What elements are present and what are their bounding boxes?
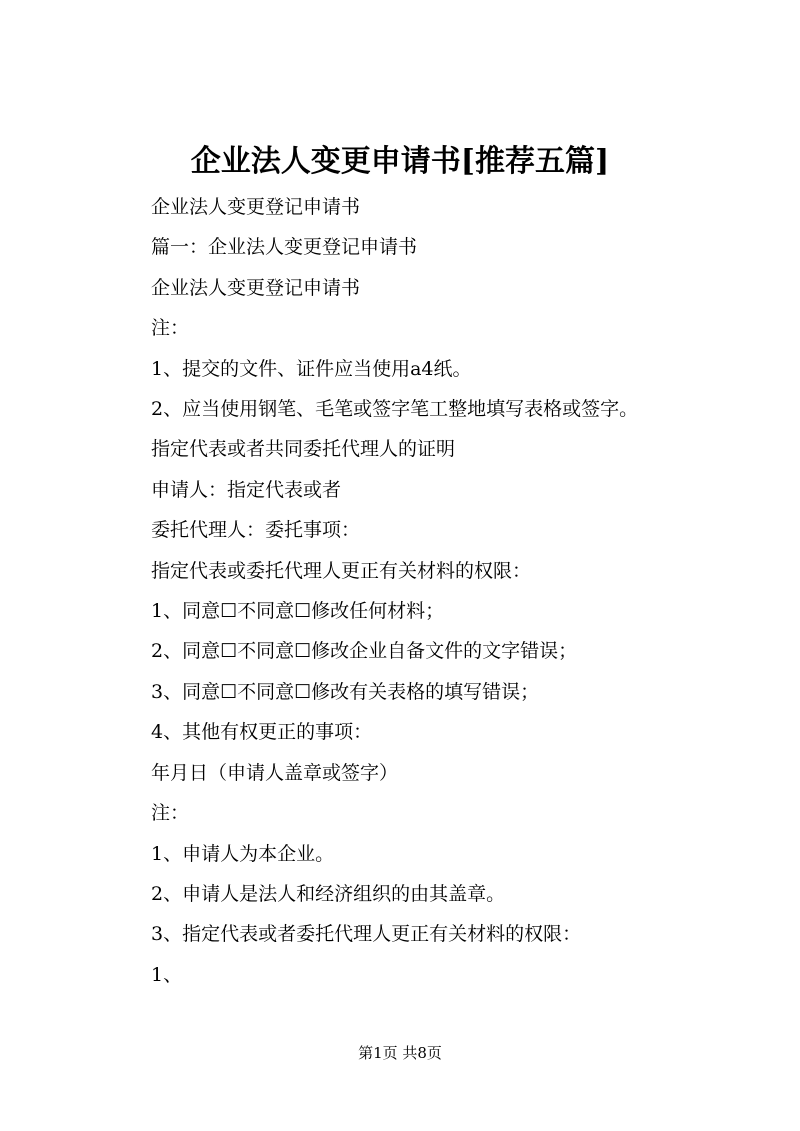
body-line: 2、同意☐不同意☐修改企业自备文件的文字错误； [151, 640, 578, 663]
document-body [151, 187, 751, 995]
body-line: 企业法人变更登记申请书 [151, 196, 361, 218]
document-title: 企业法人变更申请书[推荐五篇] [190, 144, 610, 179]
body-line: 年月日（申请人盖章或签字） [151, 761, 399, 784]
body-line: 篇一：企业法人变更登记申请书 [151, 236, 418, 259]
body-line: 企业法人变更登记申请书 [151, 276, 361, 299]
body-line: 委托代理人：委托事项： [151, 519, 361, 542]
body-line: 4、其他有权更正的事项： [151, 721, 373, 744]
body-line: 1、同意☐不同意☐修改任何材料； [151, 600, 445, 623]
body-line: 3、同意☐不同意☐修改有关表格的填写错误； [151, 680, 540, 703]
body-line: 3、指定代表或者委托代理人更正有关材料的权限： [151, 923, 582, 946]
body-line: 1、提交的文件、证件应当使用a4纸。 [151, 357, 472, 380]
body-line: 注： [151, 802, 190, 825]
body-line: 1、申请人为本企业。 [151, 842, 335, 865]
body-line: 2、应当使用钢笔、毛笔或签字笔工整地填写表格或签字。 [151, 398, 639, 421]
body-line: 注： [151, 317, 190, 340]
body-line: 申请人：指定代表或者 [151, 478, 342, 501]
body-line: 1、 [151, 963, 183, 986]
body-line: 2、申请人是法人和经济组织的由其盖章。 [151, 882, 506, 905]
body-line: 指定代表或委托代理人更正有关材料的权限： [151, 559, 532, 582]
page-footer: 第1页 共8页 [358, 1044, 442, 1062]
body-line: 指定代表或者共同委托代理人的证明 [151, 438, 456, 461]
